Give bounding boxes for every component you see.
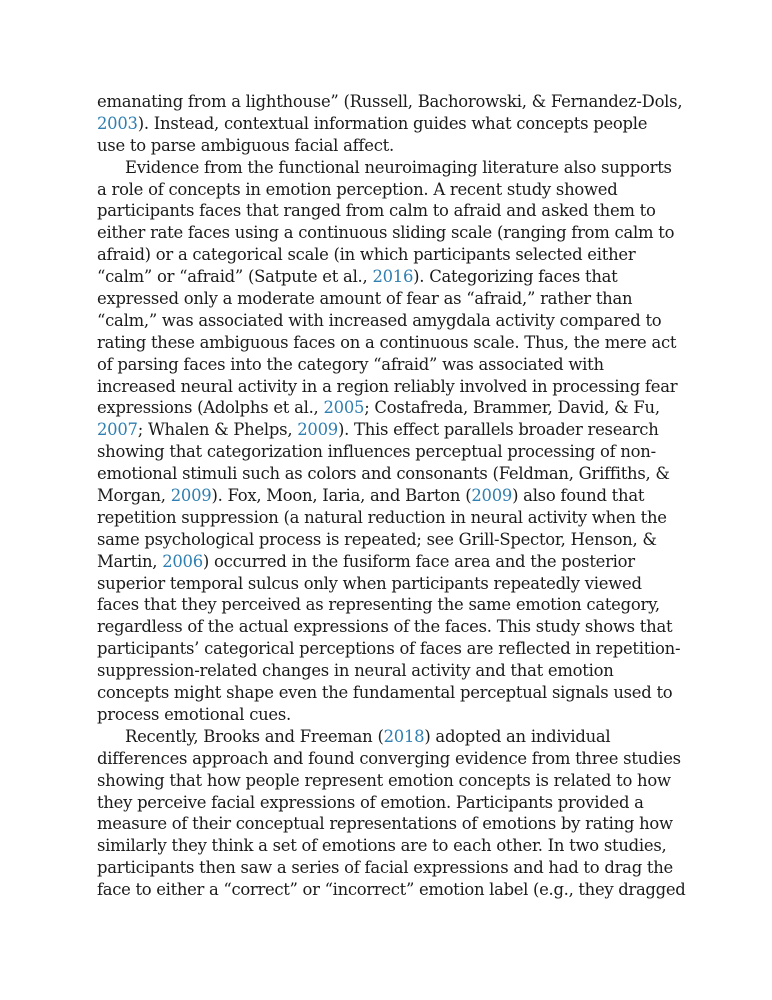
text-run: faces that they perceived as representing the same emotion category, (97, 595, 660, 615)
text-line (97, 354, 687, 376)
text-run: Recently, Brooks and Freeman ( (125, 726, 384, 746)
text-run: concepts might shape even the fundamental perceptual signals used to (97, 683, 673, 703)
text-run: ; Costafreda, Brammer, David, & Fu, (364, 398, 660, 418)
text-run: ). Instead, contextual information guides what concepts people (137, 113, 648, 133)
text-run: similarly they think a set of emotions are to each other. In two studies, (97, 836, 667, 856)
text-run: expressed only a moderate amount of fear as “afraid,” rather than (97, 289, 633, 309)
text-line (97, 91, 687, 113)
text-line (97, 857, 687, 879)
text-line (97, 792, 687, 814)
text-line (97, 770, 687, 792)
text-run: emotional stimuli such as colors and consonants (Feldman, Griffiths, & (97, 464, 670, 484)
text-line (97, 573, 687, 595)
text-run: Evidence from the functional neuroimaging literature also supports (125, 157, 672, 177)
text-line (97, 638, 687, 660)
text-line (97, 288, 687, 310)
text-line (97, 441, 687, 463)
text-line (97, 704, 687, 726)
text-run: same psychological process is repeated; see Grill-Spector, Henson, & (97, 529, 657, 549)
text-line (97, 376, 687, 398)
text-run: “calm,” was associated with increased amygdala activity compared to (97, 310, 662, 330)
text-run: emanating from a lighthouse” (Russell, Bachorowski, & Fernandez-Dols, (97, 92, 683, 111)
text-line (97, 551, 687, 573)
text-line (97, 748, 687, 770)
text-run: Morgan, (97, 486, 171, 506)
text-run: participants faces that ranged from calm to afraid and asked them to (97, 201, 656, 221)
citation-year-link[interactable]: 2018 (383, 726, 425, 746)
text-line (97, 682, 687, 704)
text-line (97, 616, 687, 638)
citation-year-link[interactable]: 2006 (162, 551, 203, 571)
text-line (97, 507, 687, 529)
text-line (97, 266, 687, 288)
paragraph-start-line (97, 726, 687, 748)
text-run: measure of their conceptual representations of emotions by rating how (97, 814, 673, 834)
citation-year-link[interactable]: 2016 (372, 267, 414, 287)
text-run: ) also found that (512, 486, 645, 506)
citation-year-link[interactable]: 2005 (323, 398, 365, 418)
text-line (97, 813, 687, 835)
text-line (97, 135, 687, 157)
text-line (97, 879, 687, 901)
text-run: either rate faces using a continuous sliding scale (ranging from calm to (97, 223, 675, 243)
text-line (97, 179, 687, 201)
text-line (97, 835, 687, 857)
text-run: showing that categorization influences perceptual processing of non- (97, 442, 656, 462)
text-run: ) adopted an individual (424, 726, 611, 746)
text-line (97, 485, 687, 507)
text-run: use to parse ambiguous facial affect. (97, 135, 394, 155)
text-line (97, 310, 687, 332)
text-run: Martin, (97, 551, 163, 571)
text-run: ). Fox, Moon, Iaria, and Barton ( (211, 486, 472, 506)
text-line (97, 113, 687, 135)
body-text (97, 91, 687, 901)
citation-year-link[interactable]: 2003 (97, 113, 138, 133)
text-run: superior temporal sulcus only when participants repeatedly viewed (97, 573, 642, 593)
text-run: afraid) or a categorical scale (in which participants selected either (97, 245, 636, 265)
text-run: ). Categorizing faces that (413, 267, 618, 287)
text-run: rating these ambiguous faces on a continuous scale. Thus, the mere act (97, 332, 677, 352)
text-run: expressions (Adolphs et al., (97, 398, 324, 418)
text-run: they perceive facial expressions of emotion. Participants provided a (97, 792, 644, 812)
citation-year-link[interactable]: 2009 (170, 486, 212, 506)
text-run: increased neural activity in a region reliably involved in processing fear (97, 376, 678, 396)
text-run: a role of concepts in emotion perception. A recent study showed (97, 179, 618, 199)
paragraph-start-line (97, 157, 687, 179)
citation-year-link[interactable]: 2009 (471, 486, 513, 506)
text-line (97, 594, 687, 616)
citation-year-link[interactable]: 2007 (97, 420, 138, 440)
text-run: suppression-related changes in neural activity and that emotion (97, 661, 614, 681)
text-run: ) occurred in the fusiform face area and the posterior (202, 551, 635, 571)
text-run: differences approach and found converging evidence from three studies (97, 748, 681, 768)
text-run: repetition suppression (a natural reduction in neural activity when the (97, 507, 667, 527)
text-run: face to either a “correct” or “incorrect” emotion label (e.g., they dragged (97, 880, 686, 900)
text-line (97, 244, 687, 266)
citation-year-link[interactable]: 2009 (297, 420, 338, 440)
text-run: showing that how people represent emotion concepts is related to how (97, 770, 671, 790)
text-line (97, 660, 687, 682)
text-line (97, 397, 687, 419)
text-run: process emotional cues. (97, 704, 292, 724)
text-line (97, 332, 687, 354)
text-run: participants’ categorical perceptions of faces are reflected in repetition- (97, 639, 681, 659)
text-run: regardless of the actual expressions of the faces. This study shows that (97, 617, 673, 637)
text-run: of parsing faces into the category “afraid” was associated with (97, 354, 604, 374)
text-run: “calm” or “afraid” (Satpute et al., (97, 267, 373, 287)
text-line (97, 529, 687, 551)
text-line (97, 222, 687, 244)
text-run: ). This effect parallels broader research (337, 420, 659, 440)
text-run: participants then saw a series of facial expressions and had to drag the (97, 858, 673, 878)
text-line (97, 200, 687, 222)
text-run: ; Whalen & Phelps, (137, 420, 298, 440)
text-line (97, 419, 687, 441)
text-line (97, 463, 687, 485)
